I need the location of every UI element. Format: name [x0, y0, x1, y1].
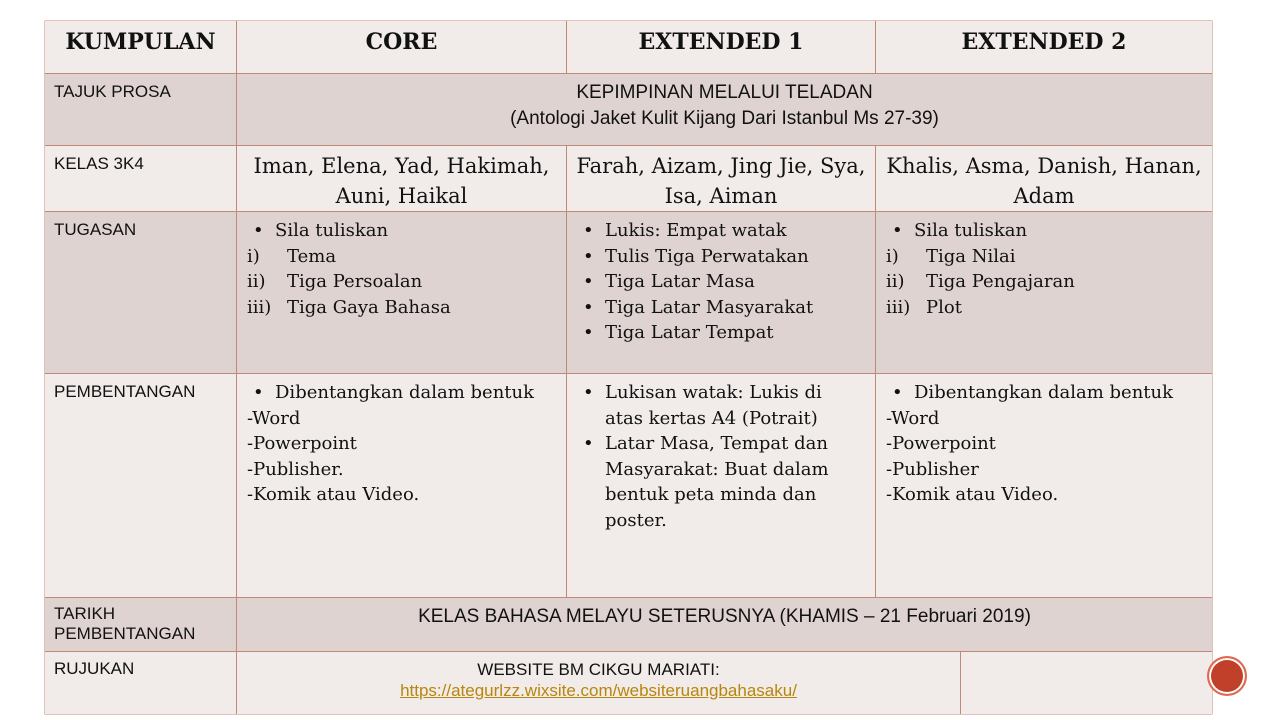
reference-empty-cell	[960, 652, 1212, 714]
row-label-pembentangan: PEMBENTANGAN	[54, 382, 196, 401]
list-item: • Latar Masa, Tempat dan Masyarakat: Buat dalam bentuk peta minda dan poster.	[575, 431, 853, 533]
list-item: -Powerpoint	[247, 433, 357, 454]
list-item: • Tiga Latar Masa	[575, 269, 867, 295]
list-item: • Tiga Latar Tempat	[575, 320, 867, 346]
header-extended-2: EXTENDED 2	[875, 21, 1212, 73]
list-item: -Powerpoint	[886, 433, 996, 454]
list-item: -Komik atau Video.	[886, 484, 1059, 505]
list-item: i) Tema	[247, 245, 337, 267]
list-item: ii) Tiga Persoalan	[247, 271, 423, 292]
header-group: KUMPULAN	[65, 29, 216, 55]
header-extended-1: EXTENDED 1	[566, 21, 875, 73]
title-line-1: KEPIMPINAN MELALUI TELADAN	[576, 82, 873, 103]
list-item: • Lukis: Empat watak	[575, 218, 867, 244]
list-item: • Lukisan watak: Lukis di atas kertas A4 (Potrait)	[575, 380, 853, 431]
header-core: CORE	[236, 21, 566, 73]
list-item: -Word	[886, 407, 940, 429]
presentation-row	[45, 373, 1212, 597]
list-item: -Word	[247, 407, 301, 429]
date-row	[45, 597, 1212, 651]
core-tasks	[236, 212, 566, 373]
class-row	[45, 145, 1212, 211]
ext1-presentation	[566, 374, 875, 597]
row-label-rujukan: RUJUKAN	[54, 659, 135, 678]
slide-logo-icon	[1207, 656, 1247, 696]
ext1-names: Farah, Aizam, Jing Jie, Sya, Isa, Aiman	[566, 146, 875, 211]
list-item: -Publisher.	[247, 458, 344, 480]
title-row	[45, 73, 1212, 145]
row-label-tajuk: TAJUK PROSA	[45, 74, 236, 145]
list-item: • Tulis Tiga Perwatakan	[575, 244, 867, 270]
ext2-names: Khalis, Asma, Danish, Hanan, Adam	[875, 146, 1212, 211]
title-line-2: (Antologi Jaket Kulit Kijang Dari Istanbul Ms 27-39)	[510, 108, 939, 129]
core-present-head: • Dibentangkan dalam bentuk	[245, 380, 558, 406]
reference-row	[45, 651, 1212, 714]
list-item: i) Tiga Nilai	[886, 245, 1016, 267]
row-label-tugasan: TUGASAN	[54, 220, 137, 239]
list-item: -Komik atau Video.	[247, 484, 420, 505]
reference-title: WEBSITE BM CIKGU MARIATI:	[477, 660, 720, 679]
date-value: KELAS BAHASA MELAYU SETERUSNYA (KHAMIS – 21 Februari 2019)	[236, 598, 1212, 651]
ext2-tasks	[875, 212, 1212, 373]
list-item: iii) Plot	[886, 296, 962, 318]
ext2-present-head: • Dibentangkan dalam bentuk	[884, 380, 1204, 406]
core-task-head: • Sila tuliskan	[245, 218, 558, 244]
task-row	[45, 211, 1212, 373]
ext2-presentation	[875, 374, 1212, 597]
header-row	[45, 21, 1212, 73]
list-item: • Tiga Latar Masyarakat	[575, 295, 867, 321]
core-names: Iman, Elena, Yad, Hakimah, Auni, Haikal	[236, 146, 566, 211]
list-item: iii) Tiga Gaya Bahasa	[247, 296, 451, 318]
core-presentation	[236, 374, 566, 597]
reference-link[interactable]: https://ategurlzz.wixsite.com/websiteruangbahasaku/	[400, 681, 797, 700]
list-item: ii) Tiga Pengajaran	[886, 271, 1075, 292]
row-label-tarikh: TARIKH PEMBENTANGAN	[54, 604, 196, 643]
ext1-tasks	[566, 212, 875, 373]
ext2-task-head: • Sila tuliskan	[884, 218, 1204, 244]
list-item: -Publisher	[886, 458, 979, 480]
reference-content	[236, 652, 960, 714]
title-content	[236, 74, 1212, 145]
row-label-kelas: KELAS 3K4	[54, 154, 144, 173]
